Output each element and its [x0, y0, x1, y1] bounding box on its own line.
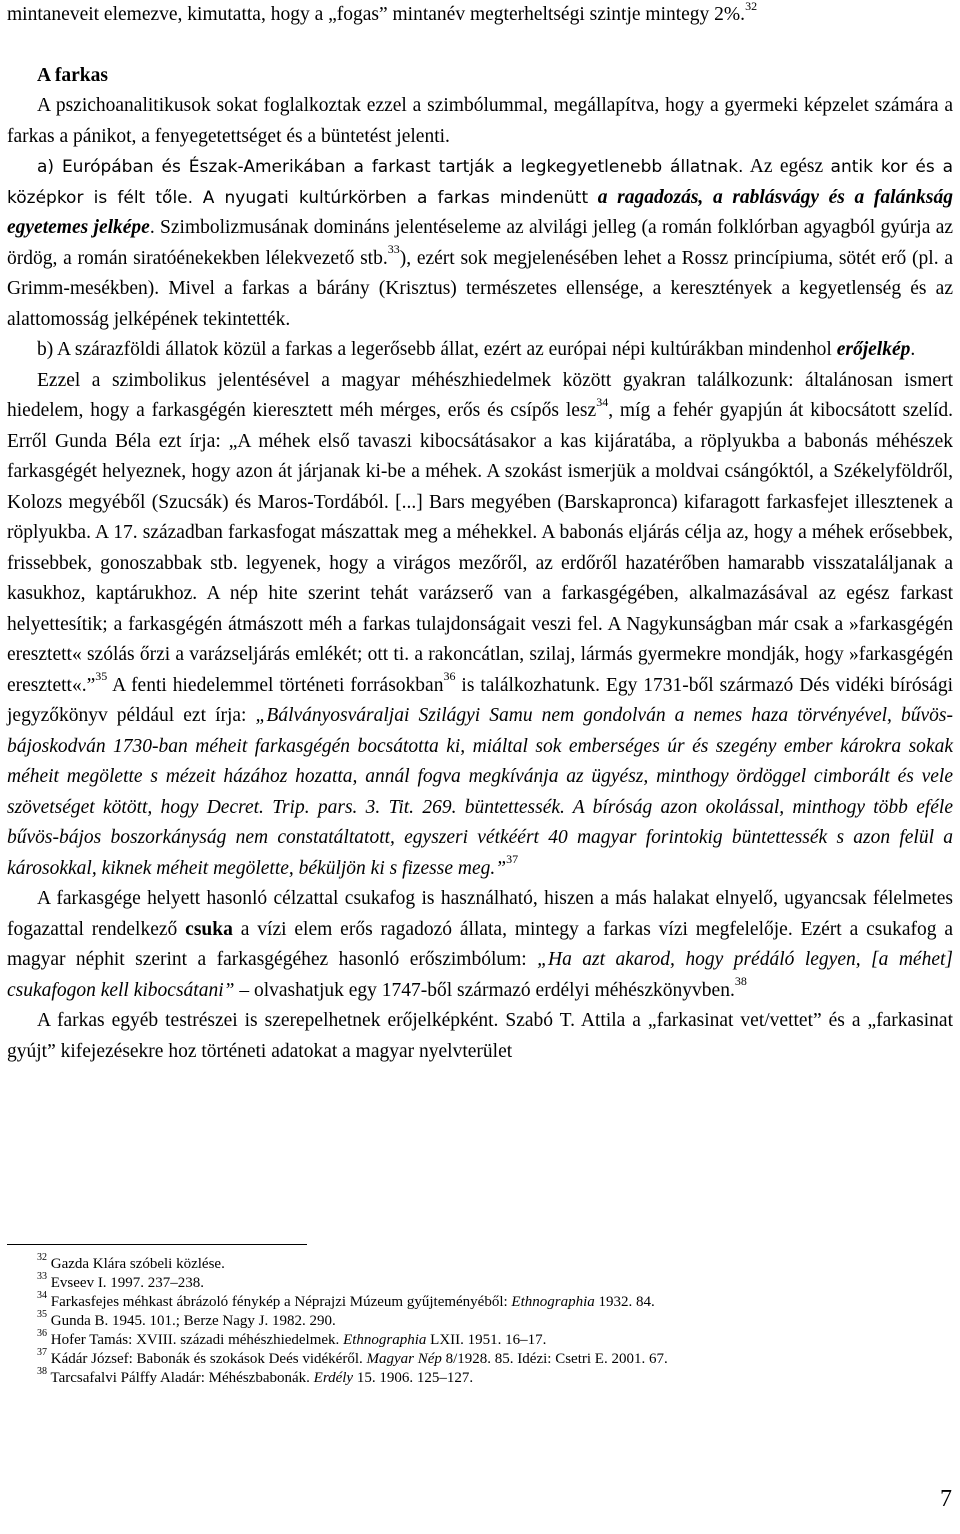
footnote-number: 36	[37, 1328, 47, 1339]
footnote-35	[37, 1309, 937, 1331]
footnote-journal: Ethnographia	[343, 1332, 427, 1348]
text-run: – olvashatjuk egy 1747-ből származó erdélyi méhészkönyvben.	[234, 979, 735, 1001]
bold-term: csuka	[185, 918, 233, 940]
footnote-ref[interactable]: 33	[387, 242, 400, 256]
footnotes	[37, 1252, 937, 1388]
footnote-journal: Erdély	[313, 1370, 354, 1386]
footnote-34	[37, 1290, 937, 1312]
quoted-text: „Ha azt akarod, hogy prédáló legyen, [a méhet] csukafogon kell kibocsátani”	[7, 949, 953, 1001]
footnote-ref[interactable]: 36	[443, 669, 456, 683]
footnote-text: Evseev I. 1997. 237–238.	[50, 1275, 205, 1291]
footnote-text: LXII. 1951. 16–17.	[426, 1332, 547, 1348]
text-run: . Szimbolizmusának domináns jelentéseleme az alvilági jelleg (a román folklórban agyagból gyúrja az ördög, a román siratóénekekben lélekvezető stb.	[7, 217, 954, 269]
text-run: antik kor és a középkor is félt tőle.	[7, 157, 953, 208]
paragraph-last: A farkas egyéb testrészei is szerepelhetnek erőjelképként. Szabó T. Attila a „farkasinat vet/vettet” és a „farkasinat gyújt” kifejezésekre hoz történeti adatokat a magyar nyelvterület	[7, 1010, 953, 1062]
footnote-number: 35	[37, 1309, 47, 1320]
footnote-text: 15. 1906. 125–127.	[353, 1370, 474, 1386]
text-run: ), ezért sok megjelenésében lehet a Rossz princípiuma, sötét erő (pl. a Grimm-mesékben). Mivel a farkas a bárány (Krisztus) természetes ellensége, a keresztények a kegyetlenség és az alattomosság jelképének tekintették.	[7, 247, 953, 330]
text-run: Ezzel a szimbolikus jelentésével a magyar méhészhiedelmek között gyakran találkozunk: általánosan ismert hiedelem, hogy a farkasgégén kieresztett méh mérges, erős és csípős lesz	[7, 369, 953, 421]
section-heading: A farkas	[37, 64, 108, 86]
text-run: .	[910, 339, 916, 360]
footnote-divider	[7, 1244, 307, 1245]
footnote-32	[37, 1252, 937, 1274]
footnote-text: Gunda B. 1945. 101.; Berze Nagy J. 1982. 290.	[50, 1313, 336, 1329]
footnote-36	[37, 1328, 937, 1350]
footnote-number: 38	[37, 1366, 47, 1377]
footnote-number: 34	[37, 1290, 47, 1301]
paragraph-intro: A pszichoanalitikusok sokat foglalkoztak ezzel a szimbólummal, megállapítva, hogy a gyermeki képzelet számára a farkas a pánikot, a fenyegetettséget és a büntetést jelenti.	[7, 95, 953, 147]
footnote-number: 37	[37, 1347, 47, 1358]
text-run: A nyugati kultúrkörben a farkas mindenütt	[202, 187, 589, 208]
paragraph-bees	[7, 366, 953, 885]
footnote-ref[interactable]: 34	[596, 394, 609, 409]
footnote-text: Gazda Klára szóbeli közlése.	[50, 1256, 225, 1272]
emphasis-text: erőjelkép	[836, 339, 911, 360]
text-run: a) Európában és Észak-Amerikában a farkast tartják a legkegyetlenebb állatnak.	[37, 157, 744, 177]
footnote-33	[37, 1271, 937, 1293]
footnote-ref[interactable]: 38	[734, 974, 747, 988]
footnote-38	[37, 1366, 937, 1388]
footnote-ref[interactable]: 35	[95, 669, 108, 683]
footnote-text: 1932. 84.	[594, 1294, 655, 1310]
quoted-text: „Bálványosváraljai Szilágyi Samu nem gondolván a nemes haza törvényével, bűvös-bájoskodván 1730-ban méheit farkasgégén bocsátotta ki, miáltal sok emberséges úr és szegény ember károkra sokak méheit megölette s mézeit házához hozatta, annál fogva megkívánja az ügyész, minthogy ördöggel cimborált és vele szövetséget kötött, hogy Decret. Trip. pars. 3. Tit. 269. büntettessék. A bíróság azon okolással, minthogy több eféle bűvös-bájos boszorkányság nem constatáltatott, egyszeri vétkéért 40 magyar forintokig büntettessék s azon felül a károsokkal, kiknek méheit megölette, béküljön ki s fizesse meg.”	[7, 705, 953, 879]
paragraph-a	[7, 152, 953, 335]
text-run: Az egész	[749, 156, 824, 177]
text-run: mintaneveit elemezve, kimutatta, hogy a „fogas” mintanév megterheltségi szintje mintegy 2%.	[7, 4, 746, 25]
footnote-text: Kádár József: Babonák és szokások Deés vidékéről.	[50, 1351, 367, 1367]
footnote-journal: Magyar Nép	[366, 1351, 442, 1367]
text-run: b) A szárazföldi állatok közül a farkas a legerősebb állat, ezért az európai népi kultúrákban mindenhol	[37, 339, 832, 360]
text-run: is találkozhatunk. Egy 1731-ből származó Dés vidéki bírósági jegyzőkönyv például ezt írja:	[7, 674, 953, 726]
footnote-number: 33	[37, 1271, 47, 1282]
footnote-journal: Ethnographia	[511, 1294, 595, 1310]
paragraph-b	[7, 335, 953, 366]
page-body	[7, 0, 953, 1067]
emphasis-text: a ragadozás, a rablásvágy és a falánkság egyetemes jelképe	[7, 186, 954, 238]
footnote-text: 8/1928. 85. Idézi: Csetri E. 2001. 67.	[441, 1351, 668, 1367]
text-run: , míg a fehér gyapjún át kibocsátott szelíd. Erről Gunda Béla ezt írja: „A méhek első tavaszi kibocsátásakor a kas kijáratába, a röplyukba a babonás méhészek farkasgégét helyeznek, hogy azon át járjanak ki-be a méhek. A szokást ismerjük a moldvai csángóktól, a Székelyföldről, Kolozs megyéből (Szucsák) és Maros-Tordából. [...] Bars megyében (Barskapronca) kifaragott farkasfejet illesztenek a röplyukba. A 17. században farkasfogat mászattak meg a méhekkel. A babonás eljárás célja az, hogy a méhek erősebbek, frissebbek, gonoszabbak stb. legyenek, hogy a virágos mezőről, az erdőről hazatérőben hamarabb visszataláljanak a kasukhoz, kaptárukhoz. A nép hite szerint tehát varázserő van a farkasgégében, alkalmazásával az egész farkast helyettesítik; a farkasgégén átmászott méh a farkas tulajdonságait veszi fel. A Nagykunságban már csak a »farkasgégén eresztett« szólás őrzi a varázseljárás emlékét; ott ti. a rakoncátlan, szilaj, lármás gyermekre mondják, hogy »farkasgégén eresztett«.”	[7, 400, 953, 696]
text-run: A farkasgége helyett hasonló célzattal csukafog is használható, hiszen a más halakat elnyelő, ugyancsak félelmetes fogazattal rendelkező	[7, 888, 953, 940]
footnote-text: Farkasfejes méhkast ábrázoló fénykép a Néprajzi Múzeum gyűjteményéből:	[50, 1294, 512, 1310]
text-run: A fenti hiedelemmel történeti forrásokban	[107, 674, 444, 696]
text-run: a vízi elem erős ragadozó állata, mintegy a farkas vízi megfelelője. Ezért a csukafog a magyar néphit szerint a farkasgégéhez hasonló erőszimbólum:	[7, 918, 954, 970]
footnote-ref[interactable]: 37	[506, 852, 519, 866]
paragraph-pike	[7, 884, 953, 1006]
page-number: 7	[940, 1486, 952, 1512]
footnote-37	[37, 1347, 937, 1369]
paragraph-continuation	[7, 0, 953, 31]
footnote-text: Tarcsafalvi Pálffy Aladár: Méhészbabonák.	[50, 1370, 314, 1386]
footnote-number: 32	[37, 1252, 47, 1263]
footnote-text: Hofer Tamás: XVIII. századi méhészhiedelmek.	[50, 1332, 344, 1348]
footnote-ref[interactable]: 32	[745, 0, 758, 13]
